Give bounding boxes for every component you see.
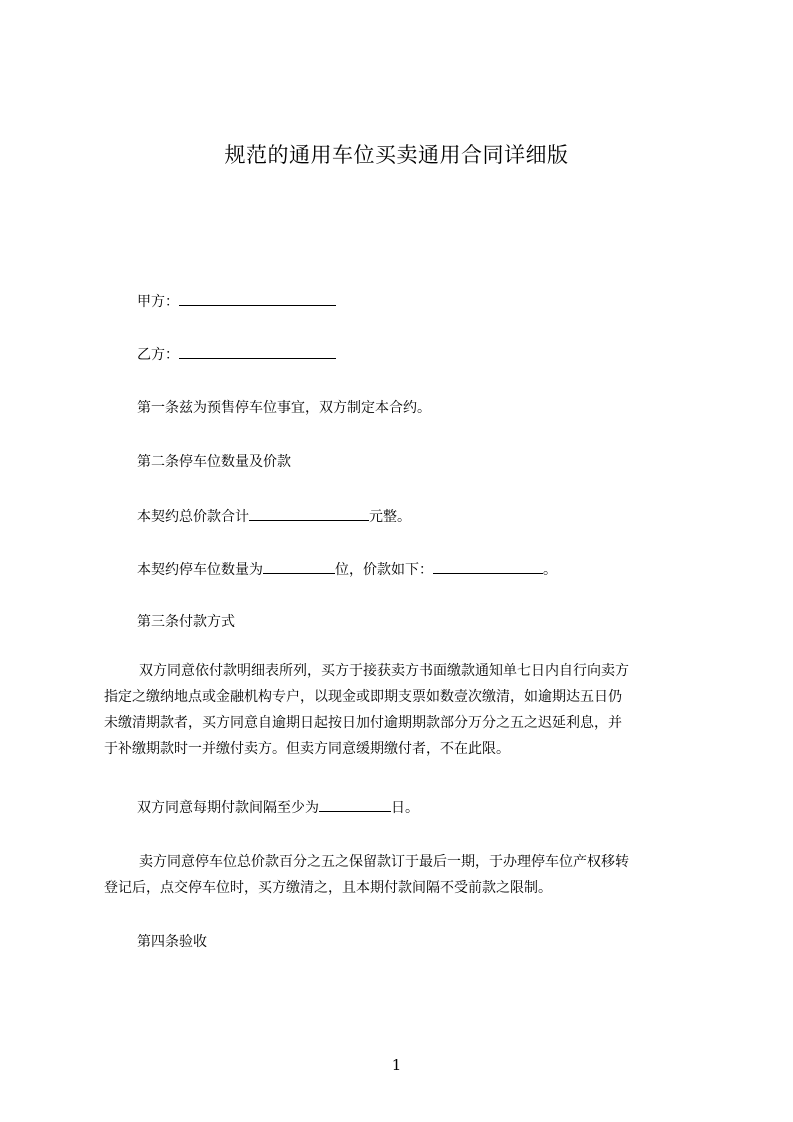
total-price-line — [137, 506, 411, 527]
article-1: 第一条兹为预售停车位事宜，双方制定本合约。 — [137, 400, 431, 416]
payment-paragraph — [104, 658, 698, 762]
page-number: 1 — [391, 1056, 402, 1074]
party-a-line — [137, 291, 336, 312]
retention-paragraph — [104, 849, 698, 901]
article-2-heading: 第二条停车位数量及价款 — [137, 454, 291, 470]
total-price-blank — [249, 506, 369, 521]
interval-prefix: 双方同意每期付款间隔至少为 — [137, 800, 319, 816]
payment-paragraph-line: 指定之缴纳地点或金融机构专户，以现金或即期支票如数壹次缴清，如逾期达五日仍 — [104, 689, 622, 705]
quantity-suffix: 。 — [543, 562, 557, 578]
interval-line — [137, 797, 419, 818]
party-b-blank — [179, 344, 336, 359]
article-4-heading: 第四条验收 — [137, 934, 207, 950]
document-title: 规范的通用车位买卖通用合同详细版 — [224, 143, 569, 167]
total-price-prefix: 本契约总价款合计 — [137, 509, 249, 525]
retention-paragraph-line: 登记后，点交停车位时，买方缴清之，且本期付款间隔不受前款之限制。 — [104, 880, 552, 896]
total-price-suffix: 元整。 — [369, 509, 411, 525]
retention-paragraph-line: 卖方同意停车位总价款百分之五之保留款订于最后一期，于办理停车位产权移转 — [139, 854, 629, 870]
quantity-prefix: 本契约停车位数量为 — [137, 562, 263, 578]
party-a-blank — [179, 291, 336, 306]
party-b-label: 乙方： — [137, 347, 179, 363]
payment-paragraph-line: 双方同意依付款明细表所列，买方于接获卖方书面缴款通知单七日内自行向卖方 — [139, 663, 629, 679]
payment-paragraph-line: 于补缴期款时一并缴付卖方。但卖方同意缓期缴付者，不在此限。 — [104, 741, 510, 757]
party-b-line — [137, 344, 336, 365]
interval-blank — [319, 797, 391, 812]
interval-suffix: 日。 — [391, 800, 419, 816]
price-detail-blank — [433, 559, 543, 574]
party-a-label: 甲方： — [137, 294, 179, 310]
quantity-line — [137, 559, 557, 580]
quantity-middle: 位，价款如下： — [335, 562, 433, 578]
payment-paragraph-line: 未缴清期款者，买方同意自逾期日起按日加付逾期期款部分万分之五之迟延利息，并 — [104, 715, 622, 731]
article-3-heading: 第三条付款方式 — [137, 614, 235, 630]
quantity-blank — [263, 559, 335, 574]
